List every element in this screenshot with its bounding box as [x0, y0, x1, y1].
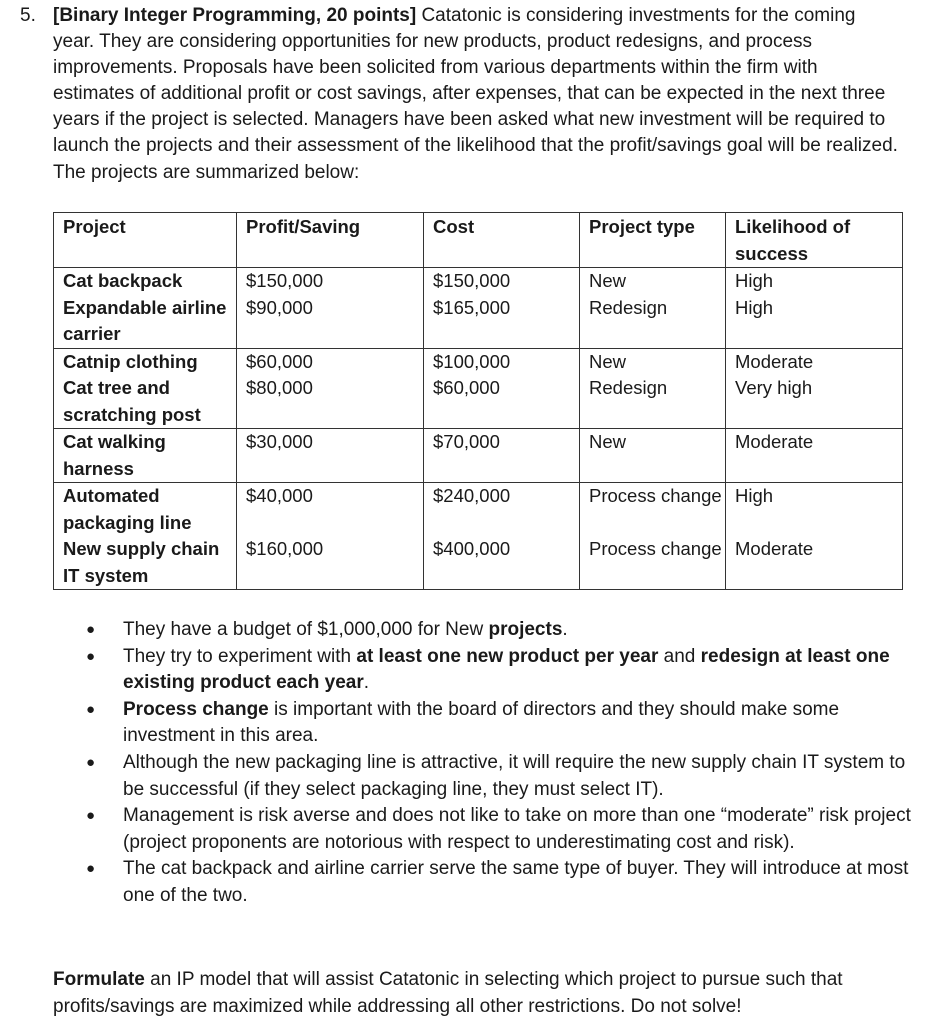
cell-project: Cat tree and scratching post — [54, 375, 237, 429]
question-number: 5. — [20, 5, 36, 26]
cell-profit: $90,000 — [237, 295, 424, 349]
list-item: ● The cat backpack and airline carrier serve the same type of buyer. They will introduce at most one of the two. — [86, 858, 909, 906]
cell-project: Expandable airline carrier — [54, 295, 237, 349]
header-likelihood: Likelihood of success — [726, 213, 903, 268]
list-item: ● Process change is important with the board of directors and they should make some investment in this area. — [86, 698, 840, 747]
cell-type: New — [580, 268, 726, 295]
bullet-icon: ● — [86, 860, 96, 878]
cell-project: Automated packaging line — [54, 483, 237, 537]
task-bold: Formulate — [53, 969, 145, 990]
bullet-icon: ● — [86, 647, 96, 665]
question-intro — [20, 3, 900, 186]
cell-cost: $100,000 — [424, 348, 580, 375]
header-type: Project type — [580, 213, 726, 268]
table-row — [54, 429, 903, 483]
cell-type: Redesign — [580, 375, 726, 429]
bullet-icon: ● — [86, 700, 96, 718]
cell-likelihood: High — [726, 268, 903, 295]
task-instructions — [53, 967, 913, 1020]
question-text: Catatonic is considering investments for the coming year. They are considering opportunities for new products, product redesigns, and process improvements. Proposals have been solicited from various departments within the firm with estimates of additional profit or cost savings, after expenses, that can be expected in the next three years if the project is selected. Managers have been asked what new investment will be required to launch the projects and their assessment of the likelihood that the profit/savings goal will be realized. The projects are summarized below: — [53, 5, 898, 183]
table-row — [54, 375, 903, 429]
header-cost: Cost — [424, 213, 580, 268]
task-text: an IP model that will assist Catatonic in selecting which project to pursue such that profits/savings are maximized while addressing all other restrictions. Do not solve! — [53, 969, 843, 1017]
cell-project: New supply chain IT system — [54, 536, 237, 590]
cell-project: Cat walking harness — [54, 429, 237, 483]
cell-profit: $80,000 — [237, 375, 424, 429]
cell-cost: $60,000 — [424, 375, 580, 429]
header-profit: Profit/Saving — [237, 213, 424, 268]
question-body — [53, 3, 900, 186]
bullet-icon: ● — [86, 753, 96, 771]
cell-type: New — [580, 429, 726, 483]
cell-profit: $150,000 — [237, 268, 424, 295]
bullet-icon: ● — [86, 807, 96, 825]
cell-type: Redesign — [580, 295, 726, 349]
cell-profit: $40,000 — [237, 483, 424, 537]
cell-cost: $165,000 — [424, 295, 580, 349]
cell-profit: $30,000 — [237, 429, 424, 483]
table-row — [54, 536, 903, 590]
list-item: ● Although the new packaging line is attractive, it will require the new supply chain IT system to be successful (if they select packaging line, they must select IT). — [86, 751, 906, 800]
bullet-icon: ● — [86, 621, 96, 638]
list-item: ● Management is risk averse and does not like to take on more than one “moderate” risk project (project proponents are notorious with respect to underestimating cost and risk). — [86, 805, 911, 853]
table-header-row — [54, 213, 903, 268]
projects-table — [53, 212, 903, 590]
cell-likelihood: Very high — [726, 375, 903, 429]
cell-type: Process change — [580, 483, 726, 537]
cell-profit: $60,000 — [237, 348, 424, 375]
table-row — [54, 268, 903, 295]
cell-likelihood: High — [726, 295, 903, 349]
cell-cost: $150,000 — [424, 268, 580, 295]
cell-likelihood: Moderate — [726, 429, 903, 483]
list-item: ● They try to experiment with at least one new product per year and redesign at least one existing product each year. — [86, 645, 890, 694]
table-row — [54, 483, 903, 537]
list-item: ● They have a budget of $1,000,000 for New projects. — [53, 617, 913, 644]
cell-type: Process change — [580, 536, 726, 590]
cell-likelihood: Moderate — [726, 348, 903, 375]
cell-cost: $240,000 — [424, 483, 580, 537]
question-heading: [Binary Integer Programming, 20 points] — [53, 5, 417, 26]
cell-cost: $400,000 — [424, 536, 580, 590]
cell-project: Catnip clothing — [54, 348, 237, 375]
constraints-list — [53, 617, 913, 910]
table-row — [54, 295, 903, 349]
cell-likelihood: High — [726, 483, 903, 537]
cell-profit: $160,000 — [237, 536, 424, 590]
cell-type: New — [580, 348, 726, 375]
cell-likelihood: Moderate — [726, 536, 903, 590]
header-project: Project — [54, 213, 237, 268]
cell-cost: $70,000 — [424, 429, 580, 483]
table-row — [54, 348, 903, 375]
cell-project: Cat backpack — [54, 268, 237, 295]
